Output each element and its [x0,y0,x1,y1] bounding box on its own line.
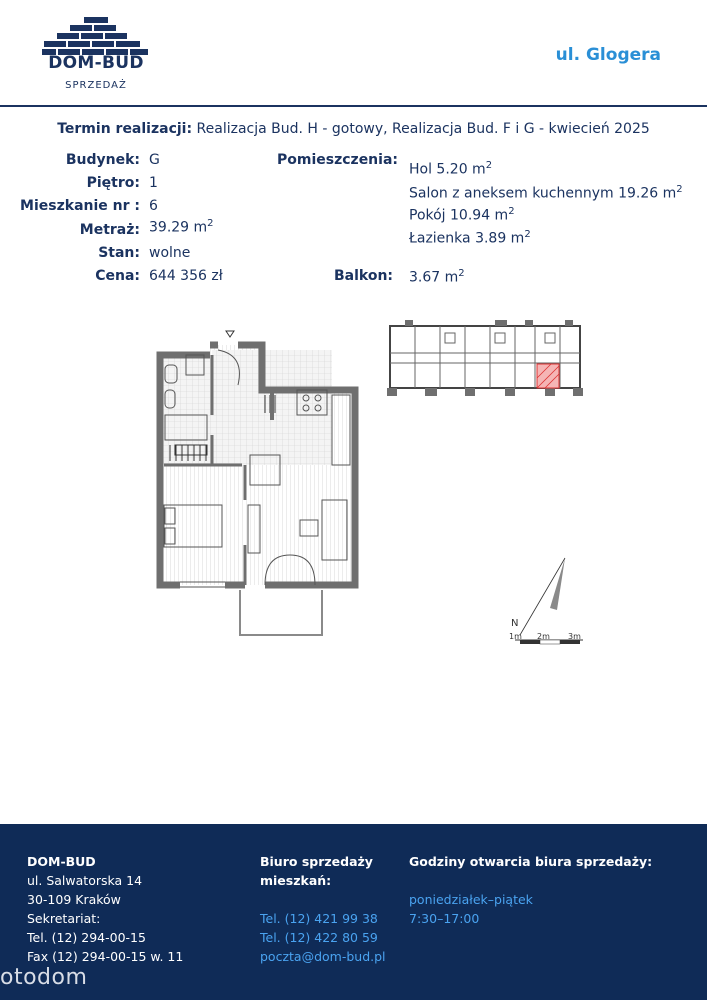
secretariat-label: Sekretariat: [27,911,101,926]
area-value: 39.29 $m^2$ [149,218,214,236]
sales-tel-2[interactable]: Tel. (12) 422 80 59 [260,930,378,945]
logo-subtitle: SPRZEDAŻ [65,80,127,91]
sales-tel-1[interactable]: Tel. (12) 421 99 38 [260,911,378,926]
address-line2: 30-109 Kraków [27,892,121,907]
hours-title: Godziny otwarcia biura sprzedaży: [409,854,653,869]
room-pokoj: Pokój 10.94 $m^2$ [409,206,515,224]
deadline-label: Termin realizacji: [57,121,193,137]
apartment-value: 6 [149,198,158,214]
room-salon: Salon z aneksem kuchennym 19.26 $m^2$ [409,184,683,202]
scale-2m: 2m [537,632,550,641]
apartment-label: Mieszkanie nr : [20,198,140,214]
status-value: wolne [149,245,191,261]
logo-text: DOM-BUD [48,53,144,73]
header-divider [0,105,707,107]
details-labels [0,152,140,302]
building-label: Budynek: [65,152,140,168]
sales-title-line1: Biuro sprzedaży [260,854,373,869]
sales-title-line2: mieszkań: [260,873,332,888]
room-lazienka: Łazienka 3.89 $m^2$ [409,229,531,247]
header [0,0,707,106]
area-label: Metraż: [79,222,140,238]
secretariat-fax: Fax (12) 294-00-15 w. 11 [27,949,184,964]
otodom-watermark: otodom [0,965,88,990]
building-key-plan [385,318,590,403]
balcony-value: 3.67 $m^2$ [409,268,465,286]
scale-3m: 3m [568,632,581,641]
footer-company [27,852,183,966]
details-values [149,152,269,302]
sales-email[interactable]: poczta@dom-bud.pl [260,949,386,964]
balcony-label: Balkon: [334,268,394,284]
street-name: ul. Glogera [555,45,661,65]
address-line1: ul. Salwatorska 14 [27,873,143,888]
status-label: Stan: [98,245,140,261]
price-value: 644 356 zł [149,268,223,284]
footer-sales [260,852,386,966]
company-name: DOM-BUD [27,854,96,869]
floor-label: Piętro: [86,175,140,191]
compass-and-scale [495,550,590,650]
scale-1m: 1m [509,632,522,641]
rooms-label: Pomieszczenia: [277,152,398,168]
north-label: N [511,618,519,629]
footer-hours [409,852,652,928]
floor-value: 1 [149,175,158,191]
secretariat-tel: Tel. (12) 294-00-15 [27,930,146,945]
deadline [0,121,707,137]
building-value: G [149,152,160,168]
footer [0,824,707,1000]
hours-days: poniedziałek–piątek [409,892,533,907]
hours-time: 7:30–17:00 [409,911,480,926]
deadline-value: Realizacja Bud. H - gotowy, Realizacja Bud. F i G - kwiecień 2025 [196,121,650,137]
room-hol: Hol 5.20 $m^2$ [409,160,493,178]
floor-plan [150,325,365,640]
price-label: Cena: [95,268,140,284]
